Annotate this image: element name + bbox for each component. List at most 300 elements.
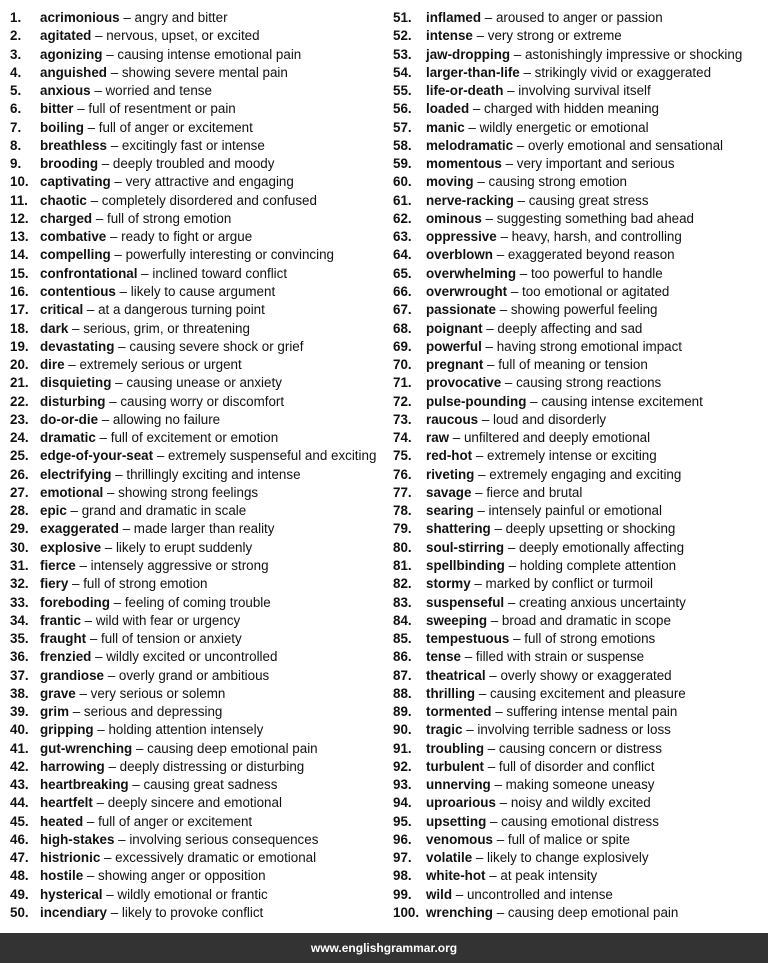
item-definition: at a dangerous turning point bbox=[98, 302, 265, 318]
list-item bbox=[10, 612, 393, 630]
item-number: 71. bbox=[393, 375, 412, 391]
item-definition: grand and dramatic in scale bbox=[81, 503, 247, 519]
item-definition: exaggerated beyond reason bbox=[507, 247, 675, 263]
item-separator: – bbox=[128, 777, 144, 793]
item-term: boiling bbox=[40, 119, 84, 135]
item-term: anxious bbox=[40, 83, 91, 99]
item-text bbox=[40, 740, 318, 758]
item-separator: – bbox=[69, 704, 84, 720]
item-text bbox=[40, 594, 271, 612]
item-term: chaotic bbox=[40, 192, 87, 208]
item-term: moving bbox=[426, 174, 474, 190]
item-term: troubling bbox=[426, 740, 485, 756]
item-number: 83. bbox=[393, 594, 412, 610]
item-number: 82. bbox=[393, 576, 412, 592]
item-definition: overly grand or ambitious bbox=[118, 667, 270, 683]
item-text bbox=[426, 721, 671, 739]
list-item bbox=[393, 393, 768, 411]
list-item bbox=[10, 46, 393, 64]
item-term: heated bbox=[40, 813, 84, 829]
item-number: 91. bbox=[393, 740, 412, 756]
item-term: edge-of-your-seat bbox=[40, 448, 154, 464]
item-number: 19. bbox=[10, 338, 29, 354]
item-text bbox=[426, 301, 658, 319]
item-separator: – bbox=[492, 247, 508, 263]
item-term: loaded bbox=[426, 101, 470, 117]
item-definition: causing deep emotional pain bbox=[507, 905, 679, 921]
item-text bbox=[426, 137, 723, 155]
item-number: 32. bbox=[10, 576, 29, 592]
item-definition: very attractive and engaging bbox=[125, 174, 294, 190]
item-number: 13. bbox=[10, 229, 29, 245]
item-number: 33. bbox=[10, 594, 29, 610]
item-text bbox=[426, 210, 694, 228]
item-text bbox=[40, 192, 317, 210]
item-term: frantic bbox=[40, 612, 81, 628]
item-text bbox=[426, 466, 681, 484]
item-number: 56. bbox=[393, 101, 412, 117]
item-separator: – bbox=[491, 704, 507, 720]
item-separator: – bbox=[519, 64, 535, 80]
item-separator: – bbox=[501, 375, 517, 391]
item-definition: full of resentment or pain bbox=[88, 101, 236, 117]
item-term: fierce bbox=[40, 557, 76, 573]
list-item bbox=[10, 137, 393, 155]
item-number: 47. bbox=[10, 850, 29, 866]
item-separator: – bbox=[101, 539, 116, 555]
list-item bbox=[393, 27, 768, 45]
item-number: 49. bbox=[10, 886, 29, 902]
item-definition: causing strong emotion bbox=[488, 174, 627, 190]
item-number: 88. bbox=[393, 685, 412, 701]
item-separator: – bbox=[118, 521, 134, 537]
list-item bbox=[10, 831, 393, 849]
item-separator: – bbox=[111, 466, 127, 482]
list-item bbox=[10, 192, 393, 210]
item-number: 16. bbox=[10, 283, 29, 299]
item-definition: very important and serious bbox=[516, 156, 675, 172]
item-number: 94. bbox=[393, 795, 412, 811]
item-definition: strikingly vivid or exaggerated bbox=[534, 64, 712, 80]
item-text bbox=[40, 575, 208, 593]
list-item bbox=[393, 82, 768, 100]
list-item bbox=[10, 904, 393, 922]
list-item bbox=[10, 575, 393, 593]
item-definition: involving survival itself bbox=[518, 83, 651, 99]
item-term: overwrought bbox=[426, 283, 508, 299]
item-separator: – bbox=[492, 905, 508, 921]
item-definition: astonishingly impressive or shocking bbox=[524, 46, 743, 62]
item-definition: full of anger or excitement bbox=[98, 813, 253, 829]
list-item bbox=[10, 520, 393, 538]
item-number: 75. bbox=[393, 448, 412, 464]
item-separator: – bbox=[95, 430, 111, 446]
item-term: incendiary bbox=[40, 905, 107, 921]
item-number: 63. bbox=[393, 229, 412, 245]
list-item bbox=[10, 64, 393, 82]
item-definition: causing intense emotional pain bbox=[117, 46, 302, 62]
item-separator: – bbox=[137, 265, 153, 281]
item-separator: – bbox=[100, 850, 116, 866]
item-definition: intensely painful or emotional bbox=[488, 503, 662, 519]
item-separator: – bbox=[485, 868, 501, 884]
item-term: epic bbox=[40, 503, 67, 519]
item-separator: – bbox=[513, 192, 529, 208]
item-number: 22. bbox=[10, 393, 29, 409]
item-term: contentious bbox=[40, 283, 116, 299]
item-definition: causing excitement and pleasure bbox=[489, 685, 686, 701]
item-term: poignant bbox=[426, 320, 483, 336]
item-text bbox=[426, 155, 675, 173]
item-term: savage bbox=[426, 484, 472, 500]
item-term: critical bbox=[40, 302, 84, 318]
list-item bbox=[393, 210, 768, 228]
list-item bbox=[10, 539, 393, 557]
item-number: 50. bbox=[10, 905, 29, 921]
list-item bbox=[10, 301, 393, 319]
item-number: 55. bbox=[393, 83, 412, 99]
item-text bbox=[426, 557, 676, 575]
item-term: do-or-die bbox=[40, 411, 99, 427]
item-term: overblown bbox=[426, 247, 493, 263]
item-separator: – bbox=[481, 210, 497, 226]
item-separator: – bbox=[110, 247, 126, 263]
item-term: tempestuous bbox=[426, 631, 510, 647]
item-definition: wild with fear or urgency bbox=[95, 612, 241, 628]
item-definition: at peak intensity bbox=[500, 868, 598, 884]
item-text bbox=[426, 849, 649, 867]
list-item bbox=[10, 228, 393, 246]
item-definition: holding attention intensely bbox=[108, 722, 264, 738]
item-term: gripping bbox=[40, 722, 94, 738]
list-item bbox=[393, 228, 768, 246]
item-number: 21. bbox=[10, 375, 29, 391]
item-number: 54. bbox=[393, 64, 412, 80]
item-text bbox=[426, 867, 597, 885]
item-number: 62. bbox=[393, 210, 412, 226]
item-term: grave bbox=[40, 685, 76, 701]
item-separator: – bbox=[98, 411, 113, 427]
item-separator: – bbox=[119, 10, 135, 25]
item-term: thrilling bbox=[426, 685, 476, 701]
item-text bbox=[40, 539, 252, 557]
item-separator: – bbox=[98, 156, 113, 172]
item-number: 20. bbox=[10, 357, 29, 373]
item-separator: – bbox=[484, 758, 499, 774]
list-item bbox=[393, 119, 768, 137]
item-separator: – bbox=[475, 685, 490, 701]
item-text bbox=[426, 594, 686, 612]
item-number: 37. bbox=[10, 667, 29, 683]
list-item bbox=[10, 484, 393, 502]
list-item bbox=[393, 64, 768, 82]
list-item bbox=[393, 612, 768, 630]
item-number: 38. bbox=[10, 685, 29, 701]
item-separator: – bbox=[114, 338, 130, 354]
item-definition: marked by conflict or turmoil bbox=[485, 576, 653, 592]
item-definition: showing severe mental pain bbox=[121, 64, 288, 80]
item-separator: – bbox=[490, 777, 506, 793]
item-text bbox=[426, 411, 606, 429]
item-separator: – bbox=[513, 137, 528, 153]
list-item bbox=[10, 447, 393, 465]
item-separator: – bbox=[91, 649, 107, 665]
item-separator: – bbox=[478, 411, 493, 427]
item-text bbox=[426, 283, 669, 301]
item-term: devastating bbox=[40, 338, 115, 354]
item-term: passionate bbox=[426, 302, 496, 318]
item-separator: – bbox=[132, 740, 148, 756]
item-term: electrifying bbox=[40, 466, 112, 482]
item-term: manic bbox=[426, 119, 465, 135]
item-text bbox=[426, 886, 613, 904]
item-number: 69. bbox=[393, 338, 412, 354]
item-term: melodramatic bbox=[426, 137, 514, 153]
word-list-right-column bbox=[393, 9, 768, 922]
item-definition: deeply emotionally affecting bbox=[519, 539, 685, 555]
item-text bbox=[40, 374, 282, 392]
item-term: intense bbox=[426, 28, 473, 44]
item-definition: full of strong emotion bbox=[106, 210, 232, 226]
item-number: 70. bbox=[393, 357, 412, 373]
item-separator: – bbox=[66, 503, 82, 519]
item-term: heartfelt bbox=[40, 795, 93, 811]
item-separator: – bbox=[485, 667, 501, 683]
item-term: gut-wrenching bbox=[40, 740, 133, 756]
item-number: 90. bbox=[393, 722, 412, 738]
item-separator: – bbox=[73, 101, 89, 117]
item-number: 43. bbox=[10, 777, 29, 793]
item-definition: causing deep emotional pain bbox=[147, 740, 318, 756]
item-definition: causing intense excitement bbox=[541, 393, 703, 409]
item-definition: full of strong emotion bbox=[83, 576, 208, 592]
item-number: 64. bbox=[393, 247, 412, 263]
item-definition: broad and dramatic in scope bbox=[501, 612, 671, 628]
item-term: venomous bbox=[426, 831, 493, 847]
item-definition: filled with strain or suspense bbox=[475, 649, 645, 665]
item-text bbox=[426, 520, 675, 538]
item-term: combative bbox=[40, 229, 107, 245]
item-number: 30. bbox=[10, 539, 29, 555]
item-term: captivating bbox=[40, 174, 111, 190]
item-text bbox=[426, 320, 642, 338]
item-text bbox=[426, 119, 649, 137]
item-number: 77. bbox=[393, 484, 412, 500]
list-item bbox=[10, 155, 393, 173]
list-item bbox=[393, 867, 768, 885]
item-number: 65. bbox=[393, 265, 412, 281]
item-text bbox=[426, 667, 672, 685]
item-term: upsetting bbox=[426, 813, 487, 829]
item-separator: – bbox=[92, 795, 108, 811]
item-text bbox=[40, 630, 242, 648]
item-definition: suggesting something bad ahead bbox=[496, 210, 694, 226]
item-number: 76. bbox=[393, 466, 412, 482]
item-number: 81. bbox=[393, 557, 412, 573]
list-item bbox=[10, 429, 393, 447]
list-item bbox=[393, 594, 768, 612]
list-item bbox=[393, 849, 768, 867]
item-definition: feeling of coming trouble bbox=[124, 594, 271, 610]
item-number: 96. bbox=[393, 831, 412, 847]
item-text bbox=[40, 867, 266, 885]
item-text bbox=[426, 831, 630, 849]
item-number: 100. bbox=[393, 905, 420, 921]
item-separator: – bbox=[83, 119, 99, 135]
item-number: 42. bbox=[10, 758, 29, 774]
item-text bbox=[426, 630, 655, 648]
list-item bbox=[10, 338, 393, 356]
list-item bbox=[393, 520, 768, 538]
list-item bbox=[393, 265, 768, 283]
item-definition: wildly energetic or emotional bbox=[479, 119, 649, 135]
item-term: raucous bbox=[426, 411, 479, 427]
item-text bbox=[426, 429, 650, 447]
item-term: wild bbox=[426, 886, 453, 902]
item-number: 12. bbox=[10, 210, 29, 226]
item-definition: allowing no failure bbox=[112, 411, 221, 427]
item-separator: – bbox=[504, 557, 520, 573]
item-number: 89. bbox=[393, 704, 412, 720]
item-number: 79. bbox=[393, 521, 412, 537]
item-separator: – bbox=[469, 101, 485, 117]
item-separator: – bbox=[102, 46, 118, 62]
list-item bbox=[10, 9, 393, 27]
item-text bbox=[40, 265, 287, 283]
item-separator: – bbox=[110, 174, 126, 190]
item-text bbox=[426, 575, 653, 593]
list-item bbox=[393, 484, 768, 502]
item-term: fiery bbox=[40, 576, 69, 592]
item-definition: wildly emotional or frantic bbox=[117, 886, 268, 902]
item-definition: likely to cause argument bbox=[130, 283, 276, 299]
item-separator: – bbox=[504, 539, 520, 555]
item-definition: likely to erupt suddenly bbox=[115, 539, 253, 555]
item-text bbox=[40, 831, 318, 849]
item-separator: – bbox=[471, 484, 487, 500]
item-definition: too emotional or agitated bbox=[521, 283, 670, 299]
footer-bar bbox=[0, 933, 768, 963]
item-definition: deeply upsetting or shocking bbox=[505, 521, 676, 537]
item-separator: – bbox=[93, 722, 109, 738]
item-term: explosive bbox=[40, 539, 102, 555]
item-term: harrowing bbox=[40, 758, 105, 774]
list-item bbox=[393, 374, 768, 392]
list-item bbox=[10, 849, 393, 867]
item-separator: – bbox=[473, 174, 489, 190]
item-term: pregnant bbox=[426, 357, 484, 373]
item-text bbox=[40, 100, 236, 118]
item-separator: – bbox=[104, 667, 119, 683]
item-text bbox=[40, 813, 252, 831]
item-separator: – bbox=[482, 320, 498, 336]
item-text bbox=[426, 776, 655, 794]
item-separator: – bbox=[106, 64, 122, 80]
list-item bbox=[10, 667, 393, 685]
item-separator: – bbox=[92, 210, 107, 226]
item-number: 68. bbox=[393, 320, 412, 336]
item-definition: ready to fight or argue bbox=[121, 229, 253, 245]
item-term: disturbing bbox=[40, 393, 106, 409]
item-number: 61. bbox=[393, 192, 412, 208]
item-term: confrontational bbox=[40, 265, 138, 281]
item-text bbox=[40, 320, 250, 338]
item-separator: – bbox=[492, 831, 508, 847]
item-separator: – bbox=[64, 357, 80, 373]
item-text bbox=[40, 685, 225, 703]
item-number: 58. bbox=[393, 137, 412, 153]
item-text bbox=[426, 64, 711, 82]
item-definition: full of excitement or emotion bbox=[110, 430, 279, 446]
item-term: grim bbox=[40, 704, 70, 720]
item-separator: – bbox=[86, 192, 102, 208]
item-text bbox=[426, 758, 654, 776]
item-definition: worried and tense bbox=[105, 83, 212, 99]
item-term: compelling bbox=[40, 247, 111, 263]
item-term: disquieting bbox=[40, 375, 112, 391]
item-term: grandiose bbox=[40, 667, 104, 683]
item-separator: – bbox=[516, 265, 531, 281]
item-definition: excessively dramatic or emotional bbox=[115, 850, 317, 866]
item-number: 4. bbox=[10, 64, 22, 80]
list-item bbox=[393, 466, 768, 484]
item-text bbox=[40, 301, 265, 319]
item-separator: – bbox=[104, 758, 120, 774]
item-separator: – bbox=[107, 137, 122, 153]
item-text bbox=[40, 758, 304, 776]
list-item bbox=[10, 27, 393, 45]
list-item bbox=[10, 594, 393, 612]
item-definition: causing unease or anxiety bbox=[126, 375, 282, 391]
item-term: powerful bbox=[426, 338, 482, 354]
item-text bbox=[426, 813, 659, 831]
item-term: life-or-death bbox=[426, 83, 504, 99]
item-definition: charged with hidden meaning bbox=[484, 101, 659, 117]
item-definition: showing strong feelings bbox=[118, 484, 259, 500]
item-separator: – bbox=[503, 83, 519, 99]
item-definition: unfiltered and deeply emotional bbox=[463, 430, 651, 446]
list-item bbox=[393, 429, 768, 447]
item-number: 7. bbox=[10, 119, 22, 135]
list-item bbox=[10, 740, 393, 758]
item-number: 44. bbox=[10, 795, 29, 811]
item-text bbox=[426, 9, 663, 27]
item-term: foreboding bbox=[40, 594, 110, 610]
item-number: 74. bbox=[393, 430, 412, 446]
item-definition: overly emotional and sensational bbox=[527, 137, 723, 153]
item-term: heartbreaking bbox=[40, 777, 129, 793]
list-item bbox=[10, 794, 393, 812]
item-definition: involving serious consequences bbox=[129, 831, 319, 847]
item-number: 40. bbox=[10, 722, 29, 738]
item-number: 29. bbox=[10, 521, 29, 537]
item-number: 6. bbox=[10, 101, 22, 117]
list-item bbox=[393, 758, 768, 776]
list-item bbox=[393, 338, 768, 356]
item-number: 41. bbox=[10, 740, 29, 756]
item-definition: made larger than reality bbox=[133, 521, 275, 537]
item-term: pulse-pounding bbox=[426, 393, 527, 409]
item-definition: extremely intense or exciting bbox=[487, 448, 657, 464]
item-number: 98. bbox=[393, 868, 412, 884]
item-number: 53. bbox=[393, 46, 412, 62]
item-separator: – bbox=[507, 283, 522, 299]
item-number: 2. bbox=[10, 28, 22, 44]
item-number: 60. bbox=[393, 174, 412, 190]
item-text bbox=[40, 82, 212, 100]
item-separator: – bbox=[86, 631, 102, 647]
item-number: 39. bbox=[10, 704, 29, 720]
